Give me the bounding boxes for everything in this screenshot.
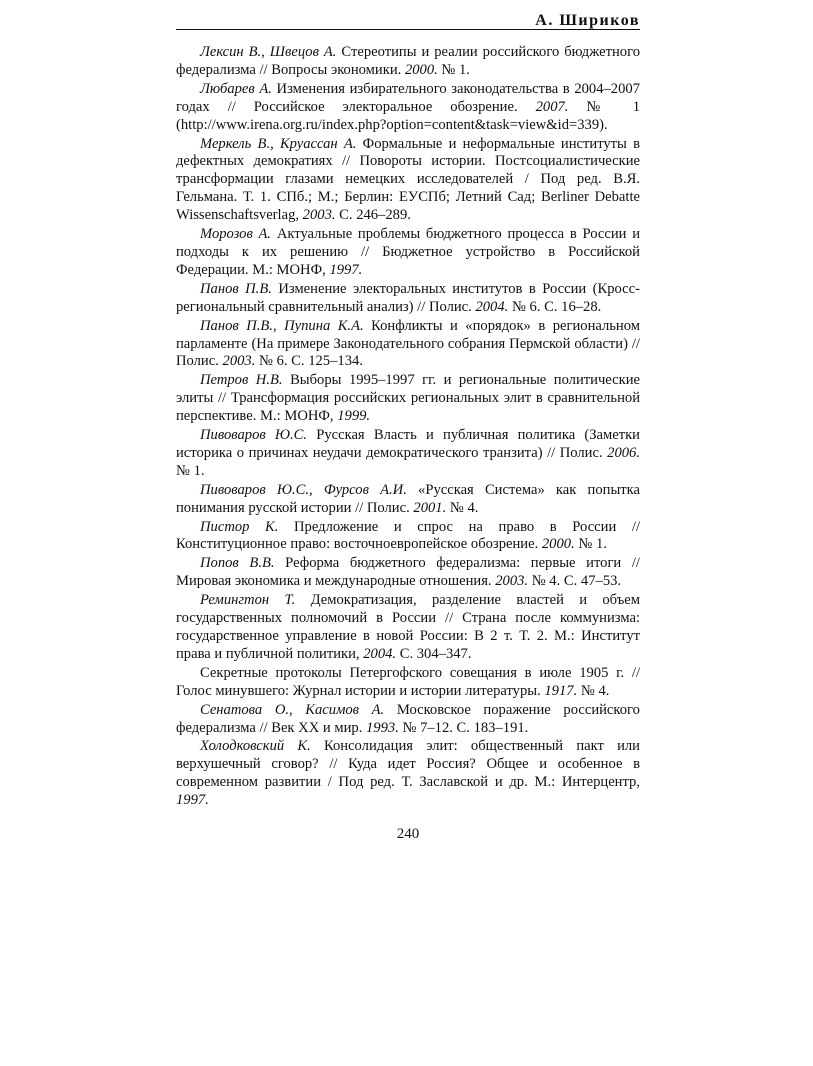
entry-author: Сенатова О., Касимов А. [200, 701, 385, 718]
entry-year: 1997. [329, 261, 363, 278]
entry-text: Актуальные проблемы бюджетного процесса в России и подходы к их решению // Бюджетное устройство в Российской Федерации. М.: МОНФ, [176, 226, 640, 278]
bibliography-entry [176, 281, 640, 317]
entry-tail: № 1. [574, 536, 607, 553]
entry-tail: № 7–12. С. 183–191. [398, 719, 529, 736]
entry-year: 2003. [495, 573, 529, 590]
entry-year: 2000. [541, 536, 575, 553]
bibliography-entry [176, 665, 640, 701]
entry-author: Пивоваров Ю.С. [200, 427, 308, 444]
bibliography-entry [176, 427, 640, 481]
entry-text: «Русская Система» как попытка понимания русской истории // Полис. [176, 481, 640, 516]
bibliography-entry [176, 318, 640, 372]
bibliography-entry [176, 738, 640, 810]
bibliography-entry [176, 226, 640, 280]
entry-year: 2000. [404, 61, 438, 78]
entry-text: Выборы 1995–1997 гг. и региональные политические элиты // Трансформация российских региональных элит в сравнительной перспективе. М.: МОНФ, [176, 372, 640, 425]
entry-text: Реформа бюджетного федерализма: первые итоги // Мировая экономика и международные отношения. [176, 555, 640, 590]
entry-text: Предложение и спрос на право в России // Конституционное право: восточноевропейское обозрение. [176, 518, 640, 553]
entry-author: Панов П.В., Пупина К.А. [200, 317, 364, 334]
entry-author: Пистор К. [200, 518, 279, 535]
entry-tail: № 1. [437, 61, 470, 78]
entry-year: 1993. [366, 719, 399, 736]
entry-year: 2006. [607, 444, 640, 461]
bibliography-entry [176, 592, 640, 664]
entry-text: Секретные протоколы Петергофского совещания в июле 1905 г. // Голос минувшего: Журнал истории и истории литературы. [176, 664, 640, 699]
page-number: 240 [396, 826, 420, 843]
bibliography-entry [176, 519, 640, 555]
entry-text: Московское поражение российского федерализма // Век XX и мир. [176, 701, 640, 736]
bibliography-list [176, 44, 640, 810]
entry-year: 2004. [363, 645, 397, 662]
entry-text: Стереотипы и реалии российского бюджетного федерализма // Вопросы экономики. [176, 44, 640, 78]
entry-year: 1999. [337, 408, 371, 425]
bibliography-entry [176, 482, 640, 518]
entry-author: Попов В.В. [200, 555, 275, 572]
running-header: А. Шириков [535, 12, 640, 29]
entry-text: Демократизация, разделение властей и объем государственных полномочий в России // Страна после коммунизма: государственное управление в новой России: В 2 т. Т. 2. М.: Институт права и публичной политики, [176, 592, 640, 662]
entry-tail: С. 304–347. [396, 645, 472, 662]
bibliography-entry [176, 702, 640, 738]
entry-tail: № 1. [176, 462, 205, 479]
bibliography-entry [176, 44, 640, 80]
entry-year: 2003. [222, 353, 256, 370]
entry-author: Ремингтон Т. [200, 592, 296, 609]
entry-author: Пивоваров Ю.С., Фурсов А.И. [200, 481, 407, 498]
bibliography-entry [176, 136, 640, 226]
entry-author: Панов П.В. [200, 280, 272, 297]
entry-tail: С. 246–289. [335, 207, 411, 224]
entry-text: Конфликты и «порядок» в региональном парламенте (На примере Законодательного собрания Пермской области) // Полис. [176, 317, 640, 370]
entry-author: Петров Н.В. [200, 372, 283, 389]
entry-author: Лексин В., Швецов А. [200, 44, 337, 60]
entry-text: Изменение электоральных институтов в России (Кросс-региональный сравнительный анализ) // Полис. [176, 280, 640, 315]
entry-tail: № 4. [446, 499, 479, 516]
entry-year: 2004. [475, 298, 509, 315]
bibliography-entry [176, 372, 640, 426]
entry-author: Морозов А. [200, 226, 272, 243]
entry-author: Меркель В., Круассан А. [200, 135, 357, 152]
entry-year: 2007. [535, 98, 569, 115]
bibliography-entry [176, 555, 640, 591]
entry-tail: № 4. С. 47–53. [528, 573, 622, 590]
entry-text: Русская Власть и публичная политика (Заметки историка о причинах неудачи демократического транзита) // Полис. [176, 427, 640, 461]
entry-tail: № 1 (http://www.irena.org.ru/index.php?option=content&task=view&id=339). [176, 98, 640, 133]
entry-text: Формальные и неформальные институты в дефектных демократиях // Повороты истории. Постсоциалистические трансформации глазами немецких исследователей / Под ред. В.Я. Гельмана. Т. 1. СПб.; М.; Берлин: ЕУСПб; Летний Сад; Berliner Debatte Wissenschaftsverlag, [176, 135, 640, 224]
entry-tail: № 6. С. 125–134. [255, 353, 363, 370]
entry-text: Изменения избирательного законодательства в 2004–2007 годах // Российское электоральное обозрение. [176, 80, 640, 115]
entry-year: 2001. [413, 499, 447, 516]
document-page [176, 0, 640, 843]
entry-text: Консолидация элит: общественный пакт или верхушечный сговор? // Куда идет Россия? Общее и особенное в современном развитии / Под ред. Т. Заславской и др. М.: Интерцентр, [176, 738, 640, 791]
entry-author: Холодковский К. [200, 738, 311, 755]
bibliography-entry [176, 81, 640, 135]
entry-year: 1917. [544, 682, 578, 699]
entry-tail: № 4. [577, 682, 610, 699]
entry-year: 1997. [176, 792, 209, 809]
entry-year: 2003. [302, 207, 336, 224]
entry-tail: № 6. С. 16–28. [508, 298, 602, 315]
entry-author: Любарев А. [200, 80, 272, 97]
